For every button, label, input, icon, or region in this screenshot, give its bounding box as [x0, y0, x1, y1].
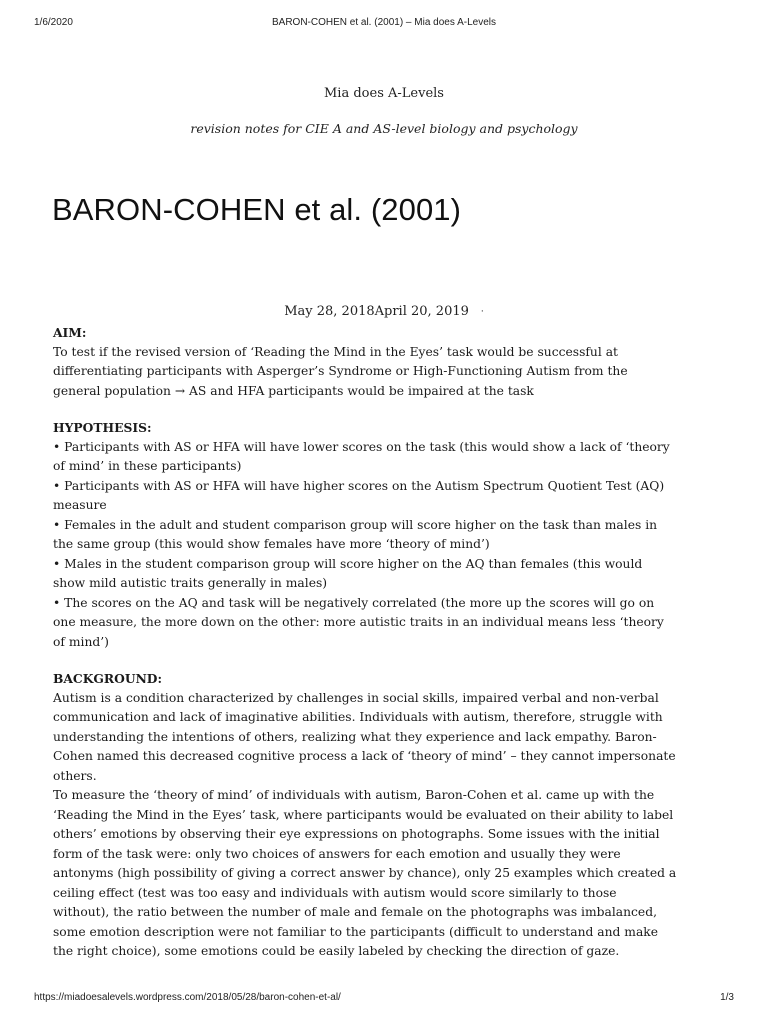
hypothesis-line: • Participants with AS or HFA will have lower scores on the task (this would show a lack of ‘theory	[53, 439, 670, 454]
background-heading: BACKGROUND:	[53, 671, 163, 686]
print-page-number: 1/3	[720, 992, 734, 1003]
site-title[interactable]: Mia does A-Levels	[324, 86, 444, 101]
background-line: the right choice), some emotions could be easily labeled by checking the direction of gaze.	[53, 944, 620, 958]
hypothesis-line: • Males in the student comparison group will score higher on the AQ than females (this would	[53, 556, 643, 571]
hypothesis-line: of mind’ in these participants)	[53, 459, 242, 473]
background-line: ceiling effect (test was too easy and individuals with autism would score similarly to those	[53, 885, 617, 900]
hypothesis-line: • The scores on the AQ and task will be negatively correlated (the more up the scores will go on	[53, 595, 655, 610]
aim-heading: AIM:	[53, 325, 87, 340]
print-page-title: BARON-COHEN et al. (2001) – Mia does A-Levels	[272, 17, 496, 28]
background-line: some emotion description were not familiar to the participants (difficult to understand and make	[53, 924, 659, 939]
background-line: antonyms (high possibility of giving a correct answer by chance), only 25 examples which created a	[53, 866, 677, 880]
hypothesis-line: measure	[53, 498, 107, 512]
hypothesis-line: one measure, the more down on the other: more autistic traits in an individual means less ‘theory	[53, 615, 664, 629]
post-date-link[interactable]: May 28, 2018April 20, 2019	[284, 304, 469, 319]
aim-line: differentiating participants with Asperger’s Syndrome or High-Functioning Autism from the	[53, 364, 628, 378]
background-line: ‘Reading the Mind in the Eyes’ task, where participants would be evaluated on their ability to label	[53, 807, 674, 822]
site-description: revision notes for CIE A and AS-level biology and psychology	[190, 121, 578, 136]
hypothesis-heading: HYPOTHESIS:	[53, 420, 152, 435]
hypothesis-line: • Females in the adult and student comparison group will score higher on the task than males in	[53, 517, 658, 532]
print-header	[34, 17, 734, 31]
post-title: BARON-COHEN et al. (2001)	[52, 192, 462, 227]
background-line: without), the ratio between the number of male and female on the photographs was imbalanced,	[53, 905, 657, 919]
background-line: To measure the ‘theory of mind’ of individuals with autism, Baron-Cohen et al. came up with the	[53, 788, 655, 802]
post-meta	[0, 304, 768, 319]
hypothesis-line: of mind’)	[53, 634, 109, 649]
background-line: form of the task were: only two choices of answers for each emotion and usually they were	[53, 846, 621, 861]
background-line: others.	[53, 768, 97, 783]
aim-line: general population → AS and HFA participants would be impaired at the task	[53, 383, 534, 398]
section-gap	[53, 401, 721, 418]
hypothesis-line: • Participants with AS or HFA will have higher scores on the Autism Spectrum Quotient Test (AQ)	[53, 478, 665, 493]
background-line: others’ emotions by observing their eye expressions on photographs. Some issues with the initial	[53, 827, 660, 841]
background-line: communication and lack of imaginative abilities. Individuals with autism, therefore, struggle with	[53, 710, 663, 724]
print-url: https://miadoesalevels.wordpress.com/2018/05/28/baron-cohen-et-al/	[34, 992, 341, 1003]
hypothesis-line: the same group (this would show females have more ‘theory of mind’)	[53, 537, 490, 551]
background-line: Autism is a condition characterized by challenges in social skills, impaired verbal and non-verbal	[53, 690, 659, 705]
hypothesis-line: show mild autistic traits generally in males)	[53, 576, 328, 590]
background-line: Cohen named this decreased cognitive process a lack of ‘theory of mind’ – they cannot impersonate	[53, 749, 676, 763]
print-footer	[34, 992, 734, 1006]
background-line: understanding the intentions of others, realizing what they experience and lack empathy. Baron-	[53, 729, 657, 744]
post-content	[53, 323, 721, 962]
print-date: 1/6/2020	[34, 17, 73, 28]
section-gap	[53, 652, 721, 669]
aim-line: To test if the revised version of ‘Reading the Mind in the Eyes’ task would be successful at	[53, 344, 618, 359]
meta-separator: ·	[480, 306, 484, 317]
